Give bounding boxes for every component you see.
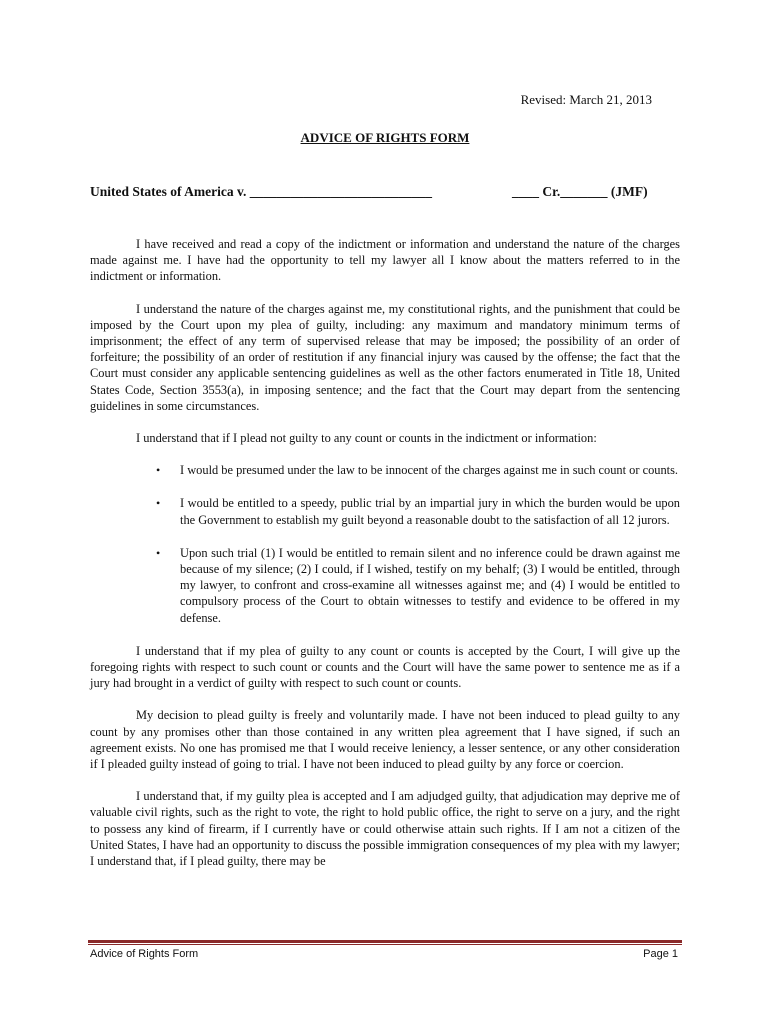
- case-number: ____ Cr._______ (JMF): [512, 184, 648, 199]
- paragraph-consequences: I understand that, if my guilty plea is accepted and I am adjudged guilty, that adjudication may deprive me of valuable civil rights, such as the right to vote, the right to hold public office, the right to serve on a jury, and the right to possess any kind of firearm, if I currently have or could otherwise attain such rights. If I am not a citizen of the United States, I have had an opportunity to discuss the possible immigration consequences of my plea with my lawyer; I understand that, if I plead guilty, there may be: [90, 789, 680, 869]
- list-item-text: Upon such trial (1) I would be entitled to remain silent and no inference could be drawn against me because of my silence; (2) I could, if I wished, testify on my behalf; (3) I would be entitled, through my lawyer, to confront and cross-examine all witnesses against me; and (4) I would be entitled to compulsory process of the Court to obtain witnesses to testify and evidence to be offered in my defense.: [180, 545, 680, 625]
- list-item-text: I would be entitled to a speedy, public trial by an impartial jury in which the burden would be upon the Government to establish my guilt beyond a reasonable doubt to the satisfaction of all 12 jurors.: [180, 496, 680, 527]
- list-item-text: I would be presumed under the law to be innocent of the charges against me in such count or counts.: [180, 463, 679, 478]
- form-body: [90, 236, 680, 885]
- paragraph-not-guilty-intro: I understand that if I plead not guilty to any count or counts in the indictment or information:: [136, 431, 597, 446]
- revised-date: Revised: March 21, 2013: [520, 92, 652, 107]
- page-number: Page 1: [643, 948, 678, 960]
- list-item: [156, 545, 680, 626]
- footer-rule: [88, 940, 682, 943]
- bullet-icon: •: [156, 463, 161, 478]
- list-item: [156, 495, 680, 527]
- bullet-icon: •: [156, 545, 161, 560]
- paragraph-understanding: I understand the nature of the charges against me, my constitutional rights, and the punishment that could be imposed by the Court upon my plea of guilty, including: any maximum and mandatory minimum terms of imprisonment; the effect of any term of supervised release that may be imposed; the possibility of an order of forfeiture; the possibility of an order of restitution if any financial injury was caused by the offense; the fact that the Court must consider any applicable sentencing guidelines as well as the other factors enumerated in Title 18, United States Code, Section 3553(a), in imposing sentence; and the fact that the Court may depart from the sentencing guidelines in some circumstances.: [90, 301, 680, 413]
- footer-rule-thin: [88, 944, 682, 945]
- paragraph-voluntary: My decision to plead guilty is freely and voluntarily made. I have not been induced to plead guilty to any count by any promises other than those contained in any written plea agreement that I have signed, if such an agreement exists. No one has promised me that I would receive leniency, a lesser sentence, or any other consideration if I pleaded guilty instead of going to trial. I have not been induced to plead guilty by any force or coercion.: [90, 708, 680, 772]
- case-caption: United States of America v. ___________________________: [90, 184, 432, 199]
- paragraph-waiver: I understand that if my plea of guilty to any count or counts is accepted by the Court, I will give up the foregoing rights with respect to such count or counts and the Court will have the same power to sentence me as if a jury had brought in a verdict of guilty with respect to such count or counts.: [90, 643, 680, 691]
- rights-list: [90, 462, 680, 626]
- footer-form-name: Advice of Rights Form: [90, 948, 199, 960]
- paragraph-receipt: I have received and read a copy of the indictment or information and understand the nature of the charges made against me. I have had the opportunity to tell my lawyer all I know about the matters referred to in the indictment or information.: [90, 237, 680, 284]
- form-title: ADVICE OF RIGHTS FORM: [300, 130, 470, 145]
- list-item: [156, 462, 680, 478]
- bullet-icon: •: [156, 496, 161, 511]
